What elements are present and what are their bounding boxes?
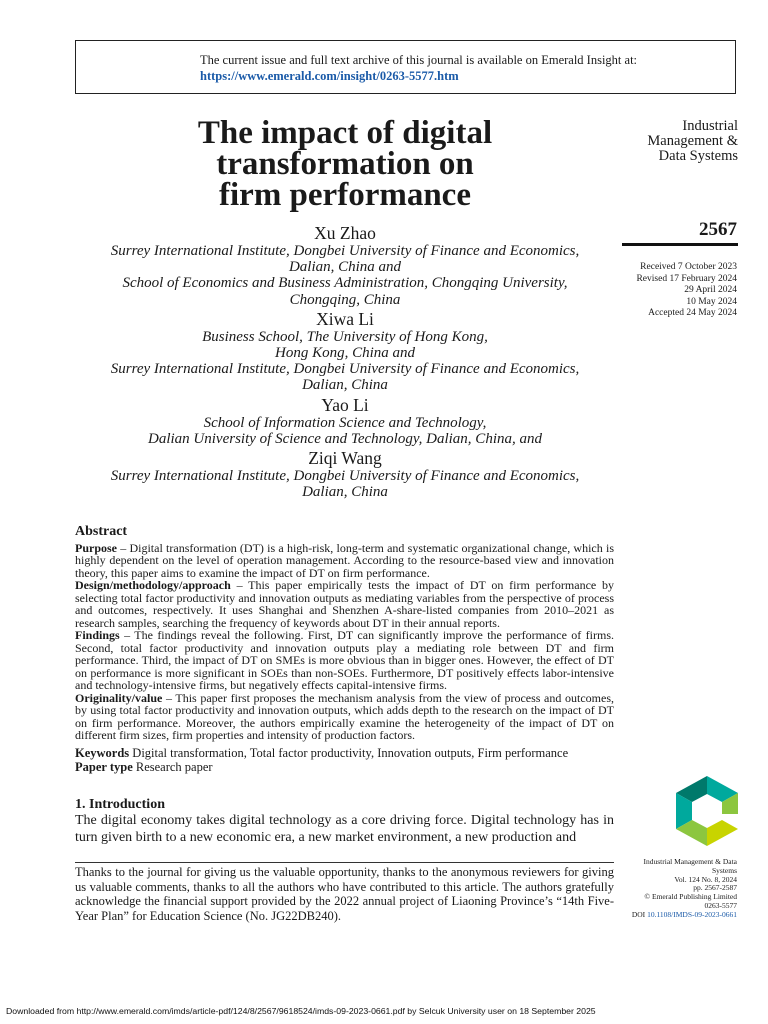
- author-affiliation: Surrey International Institute, Dongbei University of Finance and Economics,: [110, 243, 580, 259]
- introduction-heading: 1. Introduction: [75, 797, 165, 812]
- author-list: [75, 222, 615, 500]
- received-dates: Received 7 October 2023 Revised 17 February 2024 29 April 2024 10 May 2024 Accepted 24 May 2024: [636, 262, 737, 318]
- author-affiliation: Surrey International Institute, Dongbei University of Finance and Economics,: [110, 468, 580, 485]
- archive-notice-box: [75, 40, 736, 94]
- author-affiliation: Surrey International Institute, Dongbei University of Finance and Economics,: [110, 361, 580, 378]
- download-notice: Downloaded from http://www.emerald.com/imds/article-pdf/124/8/2567/9618524/imds-09-2023-0661.pdf by Selcuk University user on 18 September 2025: [6, 1006, 596, 1016]
- abstract-section: [75, 526, 614, 774]
- abstract-heading: Abstract: [75, 524, 128, 539]
- doi-line: DOI 10.1108/IMDS-09-2023-0661: [631, 909, 737, 919]
- keywords: Keywords Digital transformation, Total factor productivity, Innovation outputs, Firm performance: [75, 745, 569, 760]
- abstract-purpose: Purpose – Digital transformation (DT) is a high-risk, long-term and systematic organizational change, which is highly dependent on the level of operation management. According to the resource-based view and innovation theory, this paper aims to examine the impact of DT on firm performance.: [75, 540, 614, 580]
- abstract-originality: Originality/value – This paper first proposes the mechanism analysis from the view of process and outcomes, by using total factor productivity and innovation outputs, which adds depth to the research on the impact of DT on firm performance. Moreover, the authors empirically examine the heterogeneity of the impact of DT on different firm sizes, firm properties and intensity of production factors.: [75, 690, 614, 742]
- paper-type: Paper type Research paper: [75, 759, 213, 774]
- author-name: Xiwa Li: [316, 308, 374, 329]
- journal-url-link[interactable]: https://www.emerald.com/insight/0263-5577.htm: [200, 69, 459, 83]
- author-name: Ziqi Wang: [308, 448, 382, 469]
- margin-rule: [622, 243, 738, 246]
- page-number: 2567: [699, 219, 737, 240]
- author-affiliation: Chongqing, China: [289, 291, 401, 308]
- author-affiliation: Business School, The University of Hong Kong,: [202, 328, 488, 345]
- author-affiliation: Dalian, China: [302, 484, 388, 501]
- author-name: Yao Li: [321, 394, 369, 415]
- author-affiliation: Hong Kong, China and: [274, 345, 415, 362]
- introduction-text: The digital economy takes digital technology as a core driving force. Digital technology has in turn given birth to a new economic era, a new market environment, a new production and: [75, 813, 614, 845]
- journal-name: Industrial Management & Data Systems: [647, 118, 738, 164]
- abstract-design: Design/methodology/approach – This paper empirically tests the impact of DT on firm performance by selecting total factor productivity and innovation outputs as mediating variables from the perspective of process and outcomes, respectively. It uses Shanghai and Shenzhen A-share-listed companies from 2010–2021 as research samples, searching the frequency of keywords about DT in their annual reports.: [75, 578, 614, 630]
- doi-link[interactable]: 10.1108/IMDS-09-2023-0661: [647, 909, 737, 919]
- author-affiliation: School of Economics and Business Administration, Chongqing University,: [122, 275, 568, 292]
- author-affiliation: School of Information Science and Technology,: [203, 414, 487, 431]
- acknowledgement-footnote: Thanks to the journal for giving us the valuable opportunity, thanks to the anonymous reviewers for giving us valuable comments, thanks to all the authors who have contributed to this article. The authors gratefully acknowledge the financial support provided by the 2022 annual project of Liaoning Province’s “14th Five-Year Plan” for Education Science (No. JG22DB240).: [75, 865, 614, 923]
- author-name: Xu Zhao: [314, 223, 376, 243]
- journal-citation: Industrial Management & Data Systems Vol. 124 No. 8, 2024 pp. 2567-2587 © Emerald Publishing Limited 0263-5577 DOI 10.1108/IMDS-09-2023-0661: [631, 857, 737, 919]
- crossref-logo-icon: [676, 776, 738, 846]
- author-affiliation: Dalian, China: [302, 377, 388, 394]
- author-affiliation: Dalian University of Science and Technology, Dalian, China, and: [148, 430, 542, 447]
- footnote-rule: [75, 862, 614, 863]
- archive-notice-text: The current issue and full text archive of this journal is available on Emerald Insight at:: [200, 53, 638, 67]
- abstract-findings: Findings – The findings reveal the following. First, DT can significantly improve the performance of firms. Second, total factor productivity and innovation outputs play a mediating role between DT and firm performance. Third, the impact of DT on SMEs is more obvious than in bigger ones. However, the effect of DT on performance is more significant in SOEs than non-SOEs. Furthermore, DT positively effects labor-intensive and technology-intensive firms, but negatively effects capital-intensive firms.: [75, 628, 614, 692]
- article-title: The impact of digital transformation on firm performance: [197, 115, 493, 213]
- author-affiliation: Dalian, China and: [288, 259, 402, 276]
